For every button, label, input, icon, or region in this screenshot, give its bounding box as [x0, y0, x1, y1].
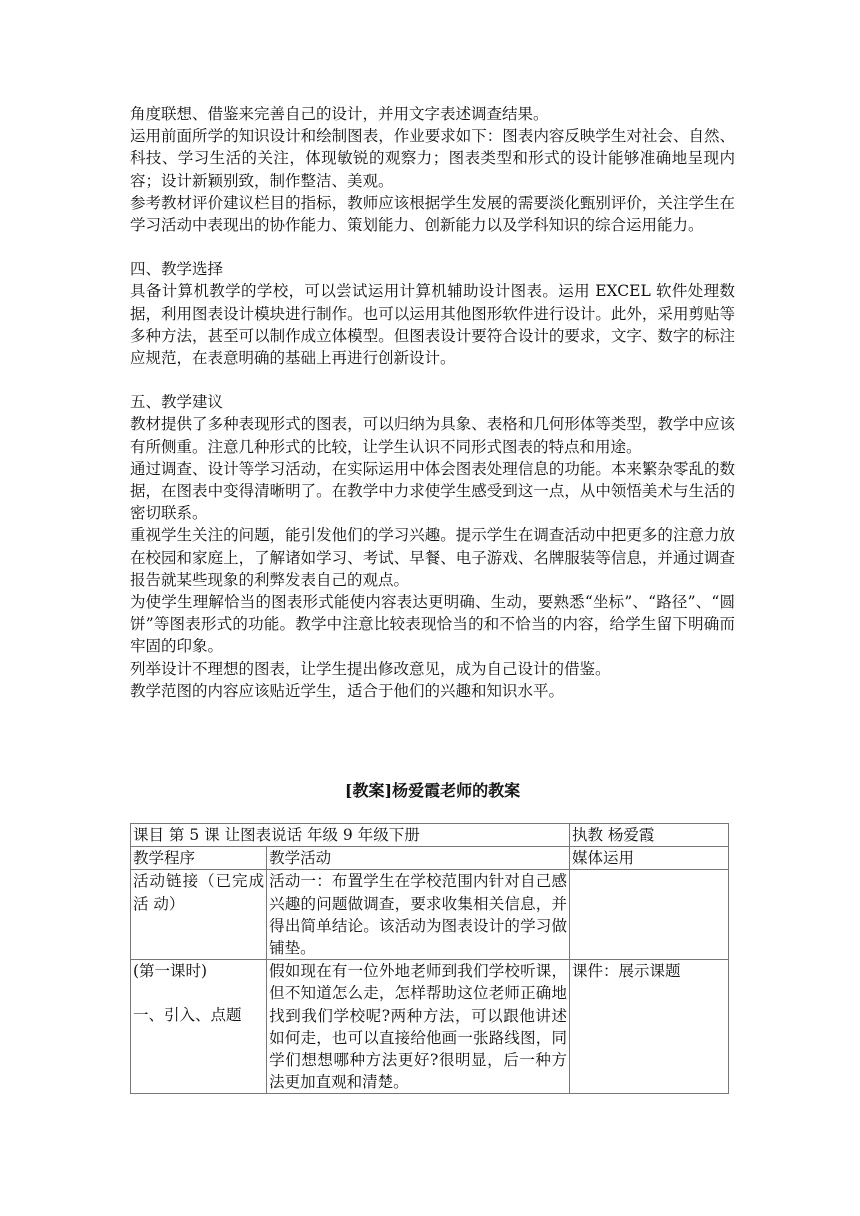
spacer [130, 236, 735, 258]
paragraph: 列举设计不理想的图表，让学生提出修改意见，成为自己设计的借鉴。 [130, 659, 611, 678]
spacer [133, 982, 264, 1004]
paragraph: 具备计算机教学的学校，可以尝试运用计算机辅助设计图表。运用 EXCEL 软件处理数据，利用图表设计模块进行制作。也可以运用其他图形软件进行设计。此外，采用剪贴等多种方法，甚至可以制作成立体模型。但图表设计要符合设计的要求，文字、数字的标注应规范，在表意明确的基础上再进行创新设计。 [130, 282, 735, 368]
procedure-line: 一、引入、点题 [133, 1006, 242, 1025]
activity-cell: 假如现在有一位外地老师到我们学校听课，但不知道怎么走，怎样帮助这位老师正确地找到我们学校呢?两种方法，可以跟他讲述如何走，也可以直接给他画一张路线图，同学们想想哪种方法更好?很明显，后一种方法更加直观和清楚。 [267, 960, 570, 1094]
column-header: 媒体运用 [569, 847, 728, 870]
procedure-cell [131, 960, 267, 1094]
paragraph: 重视学生关注的问题，能引发他们的学习兴趣。提示学生在调查活动中把更多的注意力放在校园和家庭上，了解诸如学习、考试、早餐、电子游戏、名牌服装等信息，并通过调查报告就某些现象的利弊发表自己的观点。 [130, 526, 735, 589]
paragraph: 通过调查、设计等学习活动，在实际运用中体会图表处理信息的功能。本来繁杂零乱的数据，在图表中变得清晰明了。在教学中力求使学生感受到这一点，从中领悟美术与生活的密切联系。 [130, 459, 735, 523]
paragraph: 教材提供了多种表现形式的图表，可以归纳为具象、表格和几何形体等类型，教学中应该有所侧重。注意几种形式的比较，让学生认识不同形式图表的特点和用途。 [130, 415, 735, 456]
column-header: 教学程序 [131, 847, 267, 870]
column-header: 教学活动 [267, 847, 570, 870]
document-body [130, 103, 735, 702]
lesson-plan-title: [教案]杨爱霞老师的教案 [344, 781, 521, 800]
lesson-plan-table [130, 823, 729, 1094]
paragraph: 运用前面所学的知识设计和绘制图表，作业要求如下：图表内容反映学生对社会、自然、科技、学习生活的关注，体现敏锐的观察力；图表类型和形式的设计能够准确地呈现内容；设计新颖别致，制作整洁、美观。 [130, 127, 735, 190]
course-cell: 课目 第 5 课 让图表说话 年级 9 年级下册 [131, 824, 570, 847]
media-cell [569, 870, 728, 960]
section-heading: 五、教学建议 [130, 393, 224, 412]
paragraph: 角度联想、借鉴来完善自己的设计，并用文字表述调查结果。 [130, 105, 549, 123]
table-row [131, 870, 729, 960]
activity-cell: 活动一：布置学生在学校范围内针对自己感兴趣的问题做调查，要求收集相关信息，并得出简单结论。该活动为图表设计的学习做铺垫。 [267, 870, 570, 960]
table-row [131, 960, 729, 1094]
paragraph: 为使学生理解恰当的图表形式能使内容表达更明确、生动，要熟悉“坐标”、“路径”、“圆饼”等图表形式的功能。教学中注意比较表现恰当的和不恰当的内容，给学生留下明确而牢固的印象。 [130, 593, 735, 656]
table-column-header-row [131, 847, 729, 870]
section-heading: 四、教学选择 [130, 260, 224, 279]
paragraph: 参考教材评价建议栏目的指标，教师应该根据学生发展的需要淡化甄别评价，关注学生在学习活动中表现出的协作能力、策划能力、创新能力以及学科知识的综合运用能力。 [130, 193, 735, 235]
spacer [130, 369, 735, 391]
table-header-row [131, 824, 729, 847]
paragraph: 教学范图的内容应该贴近学生，适合于他们的兴趣和知识水平。 [130, 681, 565, 700]
procedure-cell: 活动链接（已完成活 动） [131, 870, 267, 960]
media-cell: 课件：展示课题 [569, 960, 728, 1094]
lesson-plan-title-wrap [130, 780, 735, 802]
procedure-line: (第一课时) [133, 962, 208, 981]
teacher-cell: 执教 杨爱霞 [569, 824, 728, 847]
